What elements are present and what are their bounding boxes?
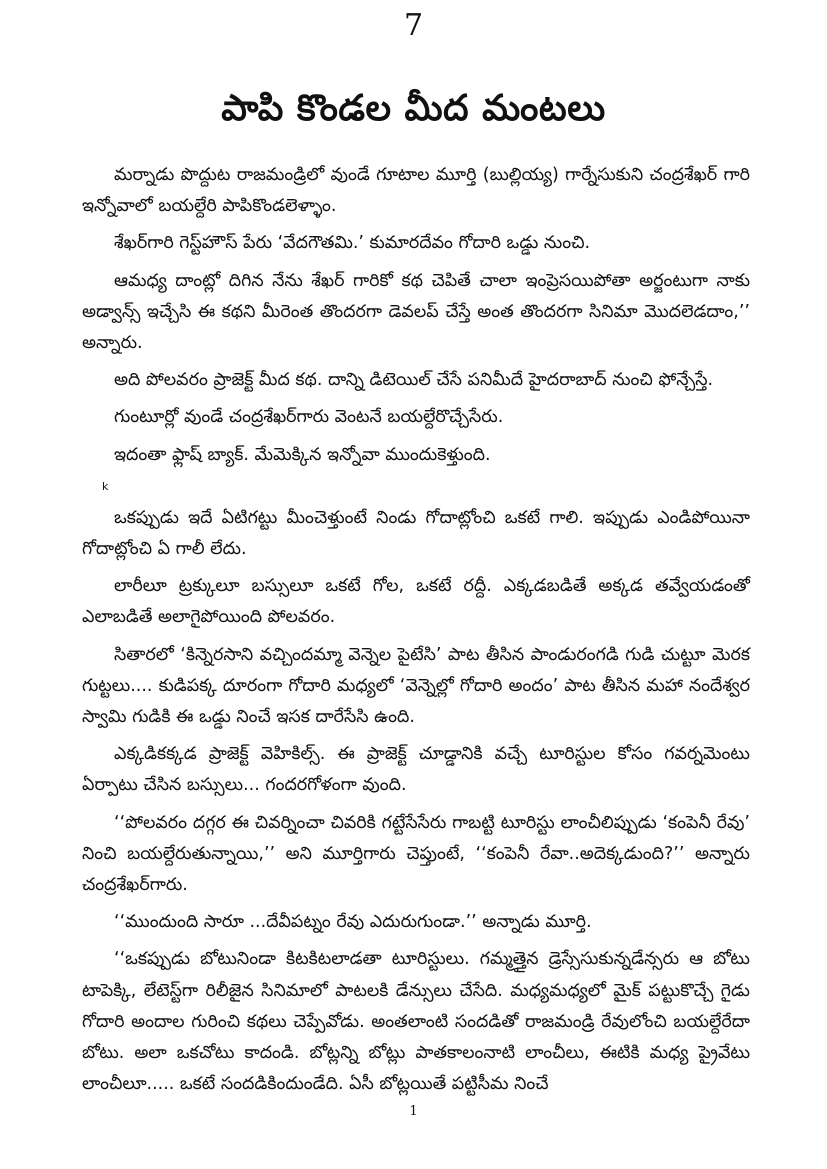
paragraph: సితారలో ‘కిన్నెరసాని వచ్చిందమ్మా వెన్నెల పైటేసి’ పాట తీసిన పాండురంగడి గుడి చుట్టూ మెరక గుట్టలు.... కుడిపక్క దూరంగా గోదారి మధ్యలో ‘వెన్నెల్లో గోదారి అందం’ పాట తీసిన మహా నందేశ్వర స్వామి గుడికి ఈ ఒడ్డు నించే ఇసక దారేసేసి ఉంది. [82,644,750,728]
section-marker: k [102,479,109,493]
paragraph: ‘‘పోలవరం దగ్గర ఈ చివర్నించా చివరికి గట్టేసేసేరు గాబట్టి టూరిస్టు లాంచీలిప్పుడు ‘కంపెనీ రేవు’ నించి బయల్దేరుతున్నాయి,’’ అని మూర్తిగారు చెప్తుంటే, ‘‘కంపెనీ రేవా..అదెక్కడుంది?’’ అన్నారు చంద్రశేఖర్‌గారు. [82,812,750,896]
paragraph: అది పోలవరం ప్రాజెక్ట్ మీద కథ. దాన్ని డిటెయిల్ చేసే పనిమీదే హైదరాబాద్ నుంచి ఫోన్చేస్తే. [114,370,714,391]
paragraph: ‘‘ముందుంది సారూ ...దేవీపట్నం రేవు ఎదురుగుండా.’’ అన్నాడు మూర్తి. [114,912,592,933]
chapter-title: పాపి కొండల మీద మంటలు [221,88,606,129]
paragraph: ఎక్కడికక్కడ ప్రాజెక్ట్ వెహికిల్స్. ఈ ప్రాజెక్ట్ చూడ్డానికి వచ్చే టూరిస్టుల కోసం గవర్నమెంటు ఏర్పాటు చేసిన బస్సులు... గందరగోళంగా వుంది. [82,744,750,796]
paragraph: గుంటూర్లో వుండే చంద్రశేఖర్‌గారు వెంటనే బయల్దేరొచ్చేసేరు. [114,407,504,428]
chapter-number: 7 [403,8,424,43]
paragraph: ఆమధ్య దాంట్లో దిగిన నేను శేఖర్ గారికో కథ చెపితే చాలా ఇంప్రెసయిపోతా అర్జంటుగా నాకు అడ్వాన్స్ ఇచ్చేసి ఈ కథని మీరెంత తొందరగా డెవలప్ చేస్తే అంత తొందరగా సినిమా మొదలెడదాం,’’ అన్నారు. [82,270,750,354]
paragraph: లారీలూ ట్రక్కులూ బస్సులూ ఒకటే గోల, ఒకటే రద్దీ. ఎక్కడబడితే అక్కడ తవ్వేయడంతో ఎలాబడితే అలాగైపోయింది పోలవరం. [82,576,750,628]
paragraph: మర్నాడు పొద్దుట రాజమండ్రిలో వుండే గూటాల మూర్తి (బుల్లియ్య) గార్నేసుకుని చంద్రశేఖర్ గారి ఇన్నోవాలో బయల్దేరి పాపికొండలెళ్ళాం. [82,165,750,217]
paragraph: ఇదంతా ఫ్లాష్ బ్యాక్. మేమెక్కిన ఇన్నోవా ముందుకెళ్తుంది. [114,444,491,465]
page-number: 1 [409,1104,418,1119]
paragraph: ‘‘ఒకప్పుడు బోటునిండా కిటకిటలాడతా టూరిస్టులు. గమ్మత్తైన డ్రెస్సేసుకున్నడేన్సరు ఆ బోటు టాపెక్కి, లేటెస్ట్‌గా రిలీజైన సినిమాలో పాటలకి డేన్సులు చేసేది. మధ్యమధ్యలో మైక్ పట్టుకొచ్చే గైడు గోదారి అందాల గురించి కథలు చెప్పేవోడు. అంతలాంటి సందడితో రాజమండ్రి రేవులోంచి బయల్దేరేదా బోటు. అలా ఒకచోటు కాదండి. బోట్లన్ని బోట్లు పాతకాలంనాటి లాంచీలు, ఈటికి మధ్య ప్రైవేటు లాంచీలూ..... ఒకటే సందడికిందుండేది. ఏసీ బోట్లయితే పట్టిసీమ నించే [82,949,750,1095]
paragraph: ఒకప్పుడు ఇదే ఏటిగట్టు మీంచెళ్తుంటే నిండు గోదాట్లోంచి ఒకటే గాలి. ఇప్పుడు ఎండిపోయినా గోదాట్లోంచి ఏ గాలీ లేదు. [82,507,750,560]
body-text [82,160,750,1106]
paragraph: శేఖర్‌గారి గెస్ట్‌హౌస్ పేరు ‘వేదగౌతమి.’ కుమారదేవం గోదారి ఒడ్డు నుంచి. [114,233,591,254]
